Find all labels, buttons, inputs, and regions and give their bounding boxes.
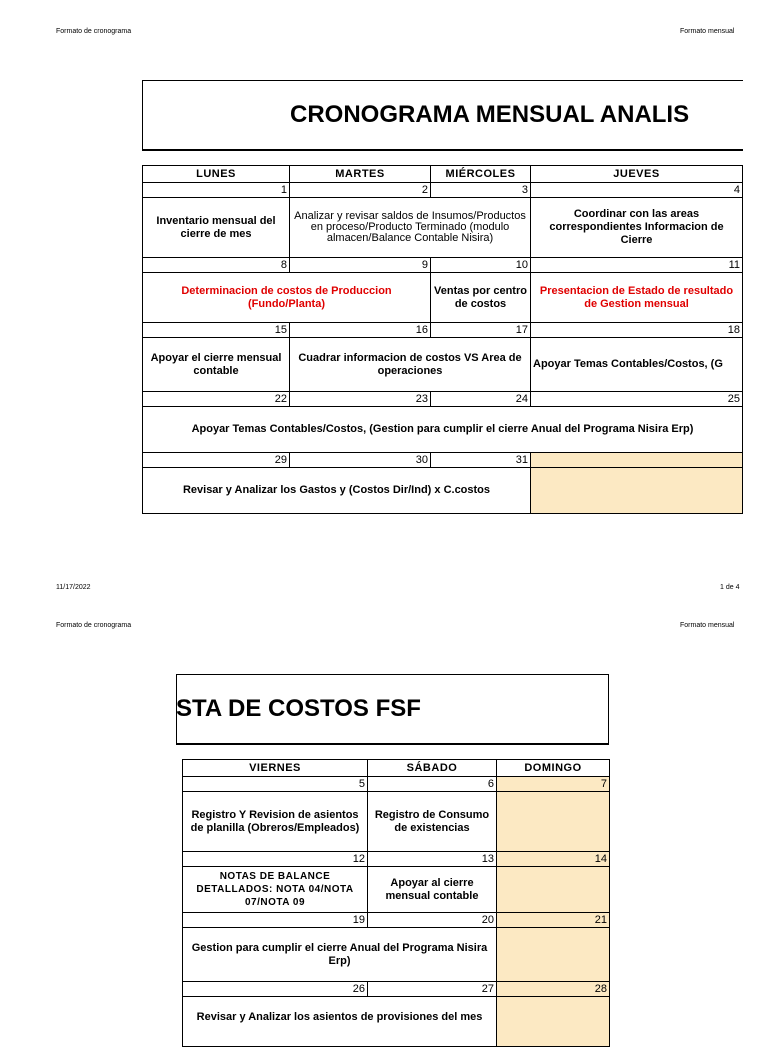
task-cell: Revisar y Analizar los asientos de provisiones del mes — [183, 997, 497, 1047]
day-number: 31 — [431, 453, 531, 468]
page1-title-box — [142, 80, 743, 151]
day-number: 19 — [183, 913, 368, 928]
task-cell: Revisar y Analizar los Gastos y (Costos Dir/Ind) x C.costos — [143, 468, 531, 514]
empty-cell — [497, 997, 610, 1047]
day-number: 24 — [431, 392, 531, 407]
task-cell: Registro Y Revision de asientos de planilla (Obreros/Empleados) — [183, 792, 368, 852]
day-number: 5 — [183, 777, 368, 792]
task-cell: Determinacion de costos de Produccion (Fundo/Planta) — [143, 273, 431, 323]
day-header-miercoles: MIÉRCOLES — [431, 166, 531, 183]
task-cell: Apoyar Temas Contables/Costos, (Gestion para cumplir el cierre Anual del Programa Nisira Erp) — [143, 407, 743, 453]
task-cell: Analizar y revisar saldos de Insumos/Productos en proceso/Producto Terminado (modulo almacen/Balance Contable Nisira) — [290, 198, 531, 258]
day-number: 1 — [143, 183, 290, 198]
day-number: 4 — [531, 183, 743, 198]
day-header-domingo: DOMINGO — [497, 760, 610, 777]
page1-footer-date: 11/17/2022 — [56, 584, 91, 591]
page2-calendar — [186, 759, 611, 1024]
page2-header-left: Formato de cronograma — [56, 622, 132, 629]
day-number: 16 — [290, 323, 431, 338]
day-number: 8 — [143, 258, 290, 273]
task-cell: Gestion para cumplir el cierre Anual del Programa Nisira Erp) — [183, 928, 497, 982]
page2-title-box — [176, 674, 609, 745]
day-number: 17 — [431, 323, 531, 338]
page2-title: STA DE COSTOS FSF — [176, 695, 421, 722]
task-cell: Cuadrar informacion de costos VS Area de operaciones — [290, 338, 531, 392]
empty-cell — [497, 792, 610, 852]
day-number: 2 — [290, 183, 431, 198]
task-cell: Apoyar el cierre mensual contable — [143, 338, 290, 392]
task-cell: NOTAS DE BALANCE DETALLADOS: NOTA 04/NOTA 07/NOTA 09 — [183, 867, 368, 913]
day-number: 29 — [143, 453, 290, 468]
task-cell: Registro de Consumo de existencias — [368, 792, 497, 852]
day-number: 13 — [368, 852, 497, 867]
task-cell: Coordinar con las areas correspondientes Informacion de Cierre — [531, 198, 743, 258]
day-number: 7 — [497, 777, 610, 792]
day-number: 27 — [368, 982, 497, 997]
task-cell: Ventas por centro de costos — [431, 273, 531, 323]
day-number: 18 — [531, 323, 743, 338]
page2-title-clip — [176, 674, 611, 746]
day-number: 6 — [368, 777, 497, 792]
page2-header-right: Formato mensual — [680, 622, 735, 629]
day-header-lunes: LUNES — [143, 166, 290, 183]
empty-cell — [497, 928, 610, 982]
day-number: 20 — [368, 913, 497, 928]
day-number: 28 — [497, 982, 610, 997]
page1-header-right: Formato mensual — [680, 28, 735, 35]
day-header-martes: MARTES — [290, 166, 431, 183]
day-number: 30 — [290, 453, 431, 468]
day-number: 3 — [431, 183, 531, 198]
page1-footer-page: 1 de 4 — [720, 584, 740, 591]
empty-cell — [531, 453, 743, 468]
day-header-jueves: JUEVES — [531, 166, 743, 183]
task-cell: Apoyar al cierre mensual contable — [368, 867, 497, 913]
day-header-sabado: SÁBADO — [368, 760, 497, 777]
day-number: 21 — [497, 913, 610, 928]
page1-title: CRONOGRAMA MENSUAL ANALIS — [290, 101, 690, 128]
task-cell: Presentacion de Estado de resultado de Gestion mensual — [531, 273, 743, 323]
task-cell: Inventario mensual del cierre de mes — [143, 198, 290, 258]
day-number: 26 — [183, 982, 368, 997]
day-number: 11 — [531, 258, 743, 273]
day-number: 22 — [143, 392, 290, 407]
task-cell: Apoyar Temas Contables/Costos, (G — [531, 338, 743, 392]
page1-header-left: Formato de cronograma — [56, 28, 132, 35]
page1-calendar — [142, 165, 740, 513]
day-number: 9 — [290, 258, 431, 273]
empty-cell — [531, 468, 743, 514]
day-number: 14 — [497, 852, 610, 867]
day-number: 23 — [290, 392, 431, 407]
day-number: 10 — [431, 258, 531, 273]
day-number: 15 — [143, 323, 290, 338]
day-number: 25 — [531, 392, 743, 407]
day-header-viernes: VIERNES — [183, 760, 368, 777]
day-number: 12 — [183, 852, 368, 867]
empty-cell — [497, 867, 610, 913]
